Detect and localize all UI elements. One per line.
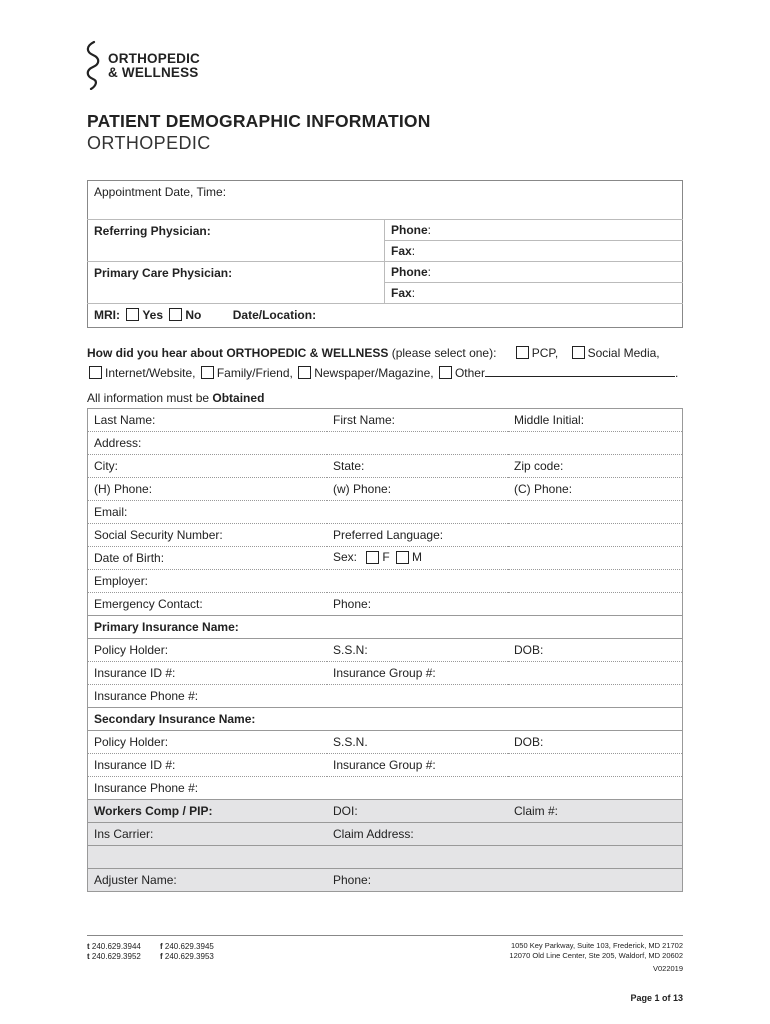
- colon: :: [427, 223, 432, 237]
- zip-field[interactable]: [508, 455, 683, 478]
- address-field[interactable]: [88, 432, 683, 455]
- table-row: [88, 593, 683, 616]
- note-bold: Obtained: [212, 391, 265, 405]
- appointment-field[interactable]: [88, 181, 683, 220]
- table-row: [88, 547, 683, 570]
- internet-website-label: Internet/Website,: [105, 366, 196, 380]
- email-field[interactable]: [88, 501, 683, 524]
- footer-phones: [87, 942, 141, 962]
- primary-dob-label: DOB:: [514, 643, 544, 657]
- table-row: [88, 685, 683, 708]
- claim-number-label: Claim #:: [514, 804, 559, 818]
- adjuster-phone-field[interactable]: [327, 869, 683, 892]
- emergency-phone-field[interactable]: [327, 593, 683, 616]
- emergency-phone-label: Phone:: [333, 597, 372, 611]
- fax-marker: f: [160, 952, 163, 961]
- adjuster-phone-label: Phone:: [333, 873, 372, 887]
- state-field[interactable]: [327, 455, 508, 478]
- emergency-contact-label: Emergency Contact:: [94, 597, 203, 611]
- ssn-field[interactable]: [88, 524, 328, 547]
- middle-initial-field[interactable]: [508, 409, 683, 432]
- adjuster-name-label: Adjuster Name:: [94, 873, 177, 887]
- table-row: [88, 823, 683, 846]
- referring-phone-label: Phone: [391, 223, 428, 237]
- fax-2: 240.629.3953: [164, 952, 214, 961]
- other-label: Other: [454, 366, 485, 380]
- table-row: [88, 869, 683, 892]
- physician-table: [87, 180, 683, 328]
- employer-label: Employer:: [94, 574, 149, 588]
- fax-marker: f: [160, 942, 163, 951]
- policy-holder-label: Policy Holder:: [94, 643, 169, 657]
- footer-faxes: [160, 942, 214, 962]
- city-field[interactable]: [88, 455, 328, 478]
- page-subtitle: ORTHOPEDIC: [87, 133, 211, 153]
- footer-divider: [87, 935, 683, 936]
- home-phone-field[interactable]: [88, 478, 328, 501]
- sex-m-checkbox[interactable]: [396, 551, 409, 564]
- table-row: [88, 731, 683, 754]
- page-title: PATIENT DEMOGRAPHIC INFORMATION: [87, 111, 431, 131]
- secondary-insurance-id-label: Insurance ID #:: [94, 758, 176, 772]
- primary-dob-field[interactable]: [508, 639, 683, 662]
- workers-comp-label: Workers Comp / PIP:: [94, 804, 213, 818]
- obtained-note: [87, 391, 264, 405]
- city-label: City:: [94, 459, 118, 473]
- claim-address-continued-field[interactable]: [88, 846, 683, 869]
- date-of-birth-field[interactable]: [88, 547, 328, 570]
- claim-address-label: Claim Address:: [333, 827, 414, 841]
- note-text: All information must be: [87, 391, 213, 405]
- primary-ssn-label: S.S.N:: [333, 643, 368, 657]
- referring-fax-label: Fax: [391, 244, 412, 258]
- version-code: V022019: [652, 964, 683, 973]
- insurance-phone-field[interactable]: [88, 685, 683, 708]
- ssn-label: Social Security Number:: [94, 528, 223, 542]
- primary-care-fax-label: Fax: [391, 286, 412, 300]
- insurance-phone-label: Insurance Phone #:: [94, 689, 199, 703]
- cell-phone-label: (C) Phone:: [514, 482, 573, 496]
- mri-no-checkbox[interactable]: [169, 308, 182, 321]
- pcp-checkbox[interactable]: [516, 346, 529, 359]
- secondary-insurance-label: Secondary Insurance Name:: [94, 712, 256, 726]
- colon: :: [411, 286, 416, 300]
- other-input-line[interactable]: [485, 366, 675, 377]
- emergency-contact-field[interactable]: [88, 593, 328, 616]
- doi-field[interactable]: [327, 800, 508, 823]
- secondary-policy-holder-label: Policy Holder:: [94, 735, 169, 749]
- table-row: [88, 846, 683, 869]
- secondary-insurance-field[interactable]: [88, 708, 683, 731]
- other-checkbox[interactable]: [439, 366, 452, 379]
- table-row: [88, 524, 683, 547]
- primary-care-label: Primary Care Physician:: [94, 266, 233, 280]
- appointment-label: Appointment Date, Time:: [94, 185, 227, 199]
- table-row: [88, 455, 683, 478]
- brand-line-2: & WELLNESS: [108, 65, 199, 80]
- sex-label: Sex:: [333, 550, 358, 565]
- internet-website-checkbox[interactable]: [89, 366, 102, 379]
- mri-yes-checkbox[interactable]: [126, 308, 139, 321]
- doi-label: DOI:: [333, 804, 358, 818]
- work-phone-field[interactable]: [327, 478, 508, 501]
- primary-insurance-label: Primary Insurance Name:: [94, 620, 239, 634]
- mri-row: [88, 304, 683, 328]
- last-name-label: Last Name:: [94, 413, 156, 427]
- tel-1: 240.629.3944: [91, 942, 141, 951]
- secondary-insurance-id-field[interactable]: [88, 754, 328, 777]
- newspaper-magazine-label: Newspaper/Magazine,: [314, 366, 434, 380]
- table-row: [88, 708, 683, 731]
- primary-ssn-field[interactable]: [327, 639, 508, 662]
- insurance-id-field[interactable]: [88, 662, 328, 685]
- work-phone-label: (w) Phone:: [333, 482, 392, 496]
- table-row: [88, 639, 683, 662]
- mri-yes-label: Yes: [142, 307, 164, 322]
- secondary-policy-holder-field[interactable]: [88, 731, 328, 754]
- table-row: [88, 570, 683, 593]
- primary-care-fax-field[interactable]: [385, 283, 683, 304]
- secondary-insurance-phone-field[interactable]: [88, 777, 683, 800]
- mri-no-label: No: [185, 307, 202, 322]
- colon: :: [411, 244, 416, 258]
- ins-carrier-label: Ins Carrier:: [94, 827, 154, 841]
- first-name-field[interactable]: [327, 409, 508, 432]
- insurance-group-field[interactable]: [327, 662, 683, 685]
- state-label: State:: [333, 459, 365, 473]
- pcp-label: PCP,: [531, 346, 559, 360]
- secondary-insurance-phone-label: Insurance Phone #:: [94, 781, 199, 795]
- table-row: [88, 662, 683, 685]
- home-phone-label: (H) Phone:: [94, 482, 153, 496]
- claim-number-field[interactable]: [508, 800, 683, 823]
- address-label: Address:: [94, 436, 142, 450]
- secondary-dob-field[interactable]: [508, 731, 683, 754]
- referring-phone-field[interactable]: [385, 220, 683, 241]
- page-number: Page 1 of 13: [630, 993, 683, 1003]
- email-label: Email:: [94, 505, 128, 519]
- primary-care-phone-field[interactable]: [385, 262, 683, 283]
- sex-f-label: F: [382, 550, 390, 565]
- insurance-group-label: Insurance Group #:: [333, 666, 436, 680]
- insurance-id-label: Insurance ID #:: [94, 666, 176, 680]
- brand-name: [108, 52, 200, 80]
- mri-label: MRI:: [94, 307, 120, 322]
- primary-care-phone-label: Phone: [391, 265, 428, 279]
- first-name-label: First Name:: [333, 413, 396, 427]
- family-friend-label: Family/Friend,: [216, 366, 293, 380]
- preferred-language-field[interactable]: [327, 524, 683, 547]
- table-row: [88, 616, 683, 639]
- address-1: 1050 Key Parkway, Suite 103, Frederick, MD 21702: [510, 941, 683, 950]
- table-row: [88, 800, 683, 823]
- sex-f-checkbox[interactable]: [366, 551, 379, 564]
- date-location-label: Date/Location:: [232, 307, 317, 322]
- colon: :: [427, 265, 432, 279]
- fax-1: 240.629.3945: [164, 942, 214, 951]
- table-row: [88, 409, 683, 432]
- brand-line-1: ORTHOPEDIC: [108, 51, 201, 66]
- secondary-ssn-label: S.S.N.: [333, 735, 368, 749]
- claim-address-field[interactable]: [327, 823, 683, 846]
- sex-field: [327, 547, 683, 570]
- address-2: 12070 Old Line Center, Ste 205, Waldorf, MD 20602: [509, 951, 683, 960]
- secondary-insurance-group-field[interactable]: [327, 754, 683, 777]
- secondary-insurance-group-label: Insurance Group #:: [333, 758, 436, 772]
- patient-info-table: [87, 408, 683, 892]
- secondary-dob-label: DOB:: [514, 735, 544, 749]
- tel-marker: t: [87, 952, 90, 961]
- social-media-checkbox[interactable]: [572, 346, 585, 359]
- primary-insurance-field[interactable]: [88, 616, 683, 639]
- referral-brand: ORTHOPEDIC & WELLNESS: [226, 346, 389, 360]
- referring-physician-field[interactable]: [88, 220, 385, 262]
- middle-initial-label: Middle Initial:: [514, 413, 585, 427]
- policy-holder-field[interactable]: [88, 639, 328, 662]
- referring-physician-label: Referring Physician:: [94, 224, 211, 238]
- newspaper-magazine-checkbox[interactable]: [298, 366, 311, 379]
- sex-m-label: M: [412, 550, 423, 565]
- referral-suffix: (please select one):: [388, 346, 497, 360]
- footer-addresses: [509, 941, 683, 974]
- table-row: [88, 432, 683, 455]
- table-row: [88, 501, 683, 524]
- ins-carrier-field[interactable]: [88, 823, 328, 846]
- social-media-label: Social Media,: [587, 346, 660, 360]
- secondary-ssn-field[interactable]: [327, 731, 508, 754]
- referral-end: .: [674, 366, 679, 380]
- table-row: [88, 478, 683, 501]
- caduceus-icon: [84, 40, 102, 90]
- zip-label: Zip code:: [514, 459, 564, 473]
- table-row: [88, 777, 683, 800]
- tel-2: 240.629.3952: [91, 952, 141, 961]
- date-of-birth-label: Date of Birth:: [94, 551, 165, 565]
- tel-marker: t: [87, 942, 90, 951]
- referral-prefix: How did you hear about: [87, 346, 227, 360]
- preferred-language-label: Preferred Language:: [333, 528, 444, 542]
- family-friend-checkbox[interactable]: [201, 366, 214, 379]
- table-row: [88, 754, 683, 777]
- cell-phone-field[interactable]: [508, 478, 683, 501]
- logo: [84, 40, 201, 95]
- workers-comp-field[interactable]: [88, 800, 328, 823]
- adjuster-name-field[interactable]: [88, 869, 328, 892]
- referring-fax-field[interactable]: [385, 241, 683, 262]
- employer-field[interactable]: [88, 570, 683, 593]
- primary-care-physician-field[interactable]: [88, 262, 385, 304]
- referral-question: [87, 343, 687, 383]
- last-name-field[interactable]: [88, 409, 328, 432]
